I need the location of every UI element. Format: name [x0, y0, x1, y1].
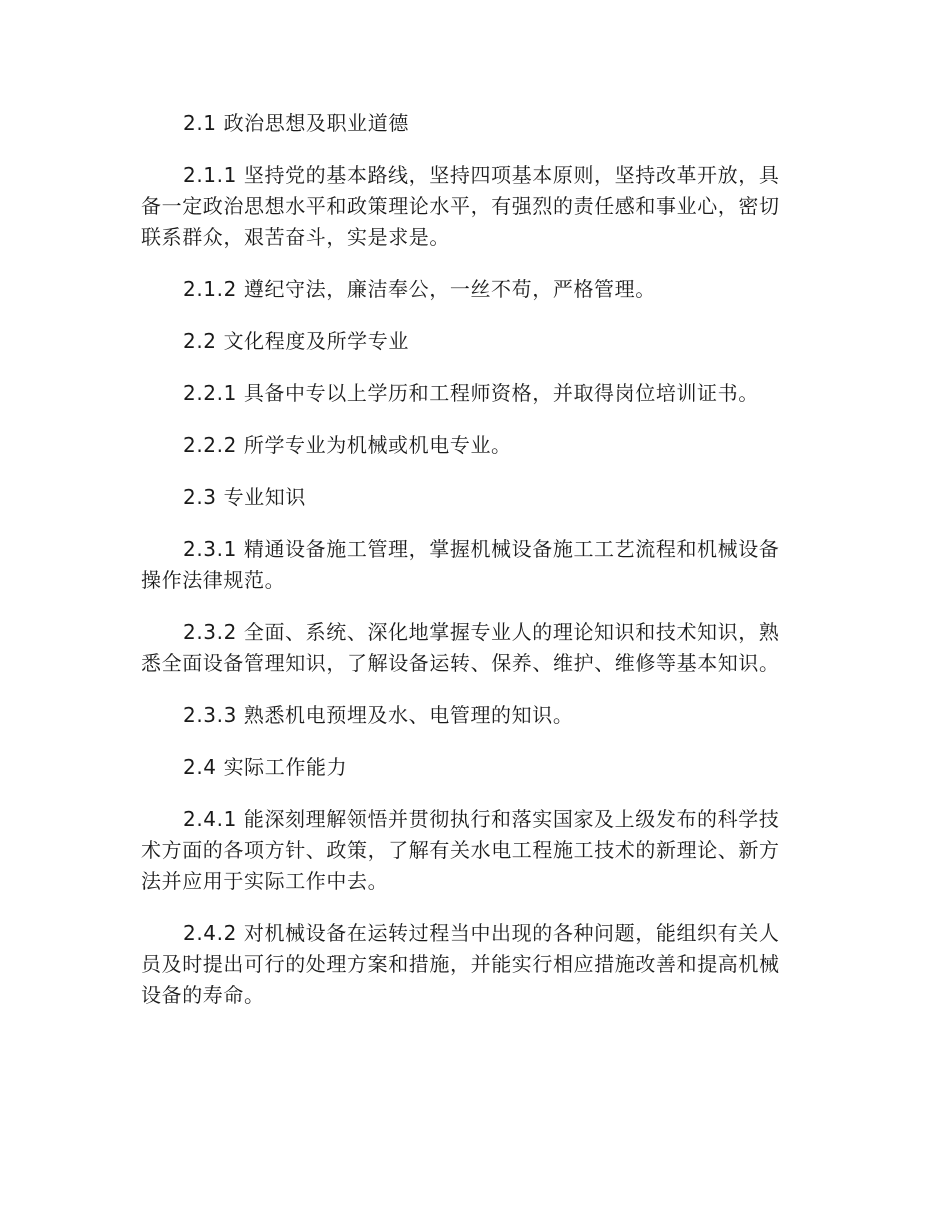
paragraph-2-3-2: 2.3.2 全面、系统、深化地掌握专业人的理论知识和技术知识，熟悉全面设备管理知识，了解设备运转、保养、维护、维修等基本知识。 [141, 620, 780, 675]
heading-2-3: 2.3 专业知识 [183, 485, 306, 509]
paragraph-2-3-3: 2.3.3 熟悉机电预埋及水、电管理的知识。 [183, 703, 574, 727]
heading-2-4: 2.4 实际工作能力 [183, 755, 348, 779]
paragraph-2-3-1: 2.3.1 精通设备施工管理，掌握机械设备施工工艺流程和机械设备操作法律规范。 [141, 537, 780, 592]
paragraph-2-1-1: 2.1.1 坚持党的基本路线，坚持四项基本原则，坚持改革开放，具备一定政治思想水平和政策理论水平，有强烈的责任感和事业心，密切联系群众，艰苦奋斗，实是求是。 [141, 163, 780, 249]
heading-2-2: 2.2 文化程度及所学专业 [183, 329, 409, 353]
paragraph-2-4-2: 2.4.2 对机械设备在运转过程当中出现的各种问题，能组织有关人员及时提出可行的处理方案和措施，并能实行相应措施改善和提高机械设备的寿命。 [141, 921, 780, 1007]
paragraph-2-2-2: 2.2.2 所学专业为机械或机电专业。 [183, 433, 512, 457]
paragraph-2-4-1: 2.4.1 能深刻理解领悟并贯彻执行和落实国家及上级发布的科学技术方面的各项方针、政策，了解有关水电工程施工技术的新理论、新方法并应用于实际工作中去。 [141, 807, 780, 893]
paragraph-2-1-2: 2.1.2 遵纪守法，廉洁奉公，一丝不苟，严格管理。 [183, 277, 656, 301]
heading-2-1: 2.1 政治思想及职业道德 [183, 111, 409, 135]
paragraph-2-2-1: 2.2.1 具备中专以上学历和工程师资格，并取得岗位培训证书。 [183, 381, 759, 405]
document-body [141, 108, 797, 1032]
